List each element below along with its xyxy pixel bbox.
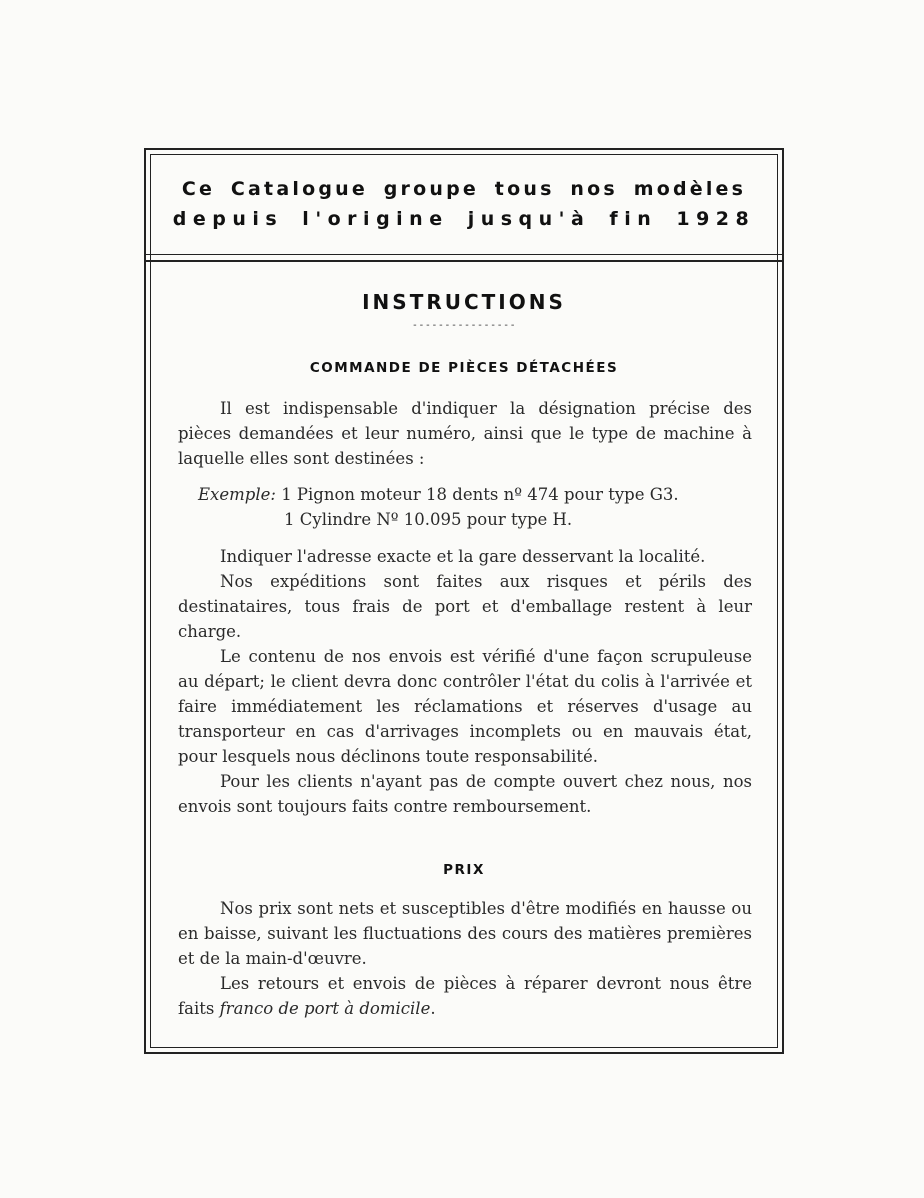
example-row-1 xyxy=(198,482,752,507)
prix-paragraphs xyxy=(178,896,752,1021)
example-line-1: 1 Pignon moteur 18 dents nº 474 pour type G3. xyxy=(281,485,679,504)
page-frame xyxy=(144,148,784,1054)
retours-text: Les retours et envois de pièces à réparer devront nous être faits xyxy=(178,974,752,1018)
title-underline: ---------------- xyxy=(411,320,517,331)
example-block xyxy=(198,482,752,532)
expeditions-paragraph: Nos expéditions sont faites aux risques et périls des destinataires, tous frais de port et d'emballage restent à leur charge. xyxy=(178,572,752,641)
retours-paragraph xyxy=(178,971,752,1021)
intro-text: Il est indispensable d'indiquer la désignation précise des pièces demandées et leur numéro, ainsi que le type de machine à laquelle elles sont destinées : xyxy=(178,399,752,468)
clients-paragraph: Pour les clients n'ayant pas de compte ouvert chez nous, nos envois sont toujours faits contre remboursement. xyxy=(178,772,752,816)
example-line-2: 1 Cylindre Nº 10.095 pour type H. xyxy=(284,510,573,529)
header-divider xyxy=(146,254,782,262)
example-row-2 xyxy=(198,507,752,532)
nets-paragraph: Nos prix sont nets et susceptibles d'être modifiés en hausse ou en baisse, suivant les fluctuations des cours des matières premières et de la main-d'œuvre. xyxy=(178,899,752,968)
shipping-paragraphs xyxy=(178,544,752,819)
prix-heading: PRIX xyxy=(443,862,485,878)
intro-paragraph xyxy=(178,396,752,471)
example-label: Exemple: xyxy=(198,485,276,504)
instructions-title: INSTRUCTIONS xyxy=(362,290,566,314)
retours-italic: franco de port à domicile xyxy=(219,999,431,1018)
header-line-2: depuis l'origine jusqu'à fin 1928 xyxy=(172,208,756,230)
catalogue-header xyxy=(146,150,782,254)
retours-end: . xyxy=(430,999,436,1018)
contenu-paragraph: Le contenu de nos envois est vérifié d'une façon scrupuleuse au départ; le client devra donc contrôler l'état du colis à l'arrivée et faire immédiatement les réclamations et réserves d'usage au transporteur en cas d'arrivages incomplets ou en mauvais état, pour lesquels nous déclinons toute responsabilité. xyxy=(178,647,752,766)
commande-heading: COMMANDE DE PIÈCES DÉTACHÉES xyxy=(309,360,619,376)
header-line-1: Ce Catalogue groupe tous nos modèles xyxy=(181,178,747,200)
adresse-paragraph: Indiquer l'adresse exacte et la gare desservant la localité. xyxy=(220,547,706,566)
